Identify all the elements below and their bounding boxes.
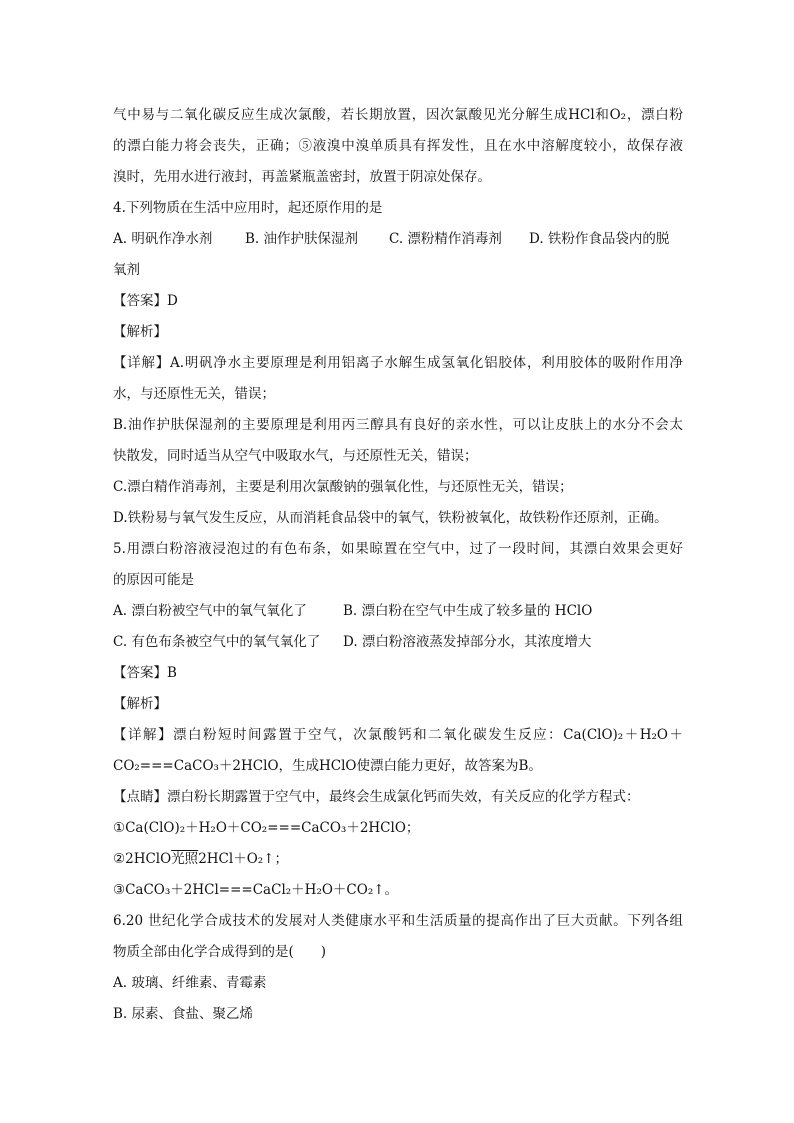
q5-option-a: A. 漂白粉被空气中的氧气氧化了	[113, 603, 307, 619]
q5-option-d: D. 漂白粉溶液蒸发掉部分水，其浓度增大	[343, 634, 592, 650]
q6-option-a: A. 玻璃、纤维素、青霉素	[113, 975, 267, 991]
q5-options-row-1	[113, 596, 683, 627]
q5-answer: 【答案】B	[113, 665, 177, 681]
q4-option-b: B. 油作护肤保湿剂	[245, 231, 359, 247]
q5-options-row-2	[113, 627, 683, 658]
q5-equation-2-left: ②2HClO	[113, 851, 172, 867]
q4-option-d-cont: 氧剂	[113, 262, 140, 278]
q4-answer: 【答案】D	[113, 293, 178, 309]
q5-equation-2-right: 2HCl＋O₂↑；	[198, 851, 288, 867]
q5-detail-1: 【详解】漂白粉短时间露置于空气，次氯酸钙和二氧化碳发生反应：Ca(ClO)₂＋H₂O＋	[113, 727, 683, 743]
q4-analysis-label: 【解析】	[113, 324, 167, 340]
intro-line-2: 的漂白能力将会丧失，正确；⑤液溴中溴单质具有挥发性，且在水中溶解度较小，故保存液	[113, 138, 683, 154]
q4-detail-d: D.铁粉易与氧气发生反应，从而消耗食品袋中的氧气，铁粉被氧化，故铁粉作还原剂，正确。	[113, 510, 668, 526]
q5-stem-1: 5.用漂白粉溶液浸泡过的有色布条，如果晾置在空气中，过了一段时间，其漂白效果会更好	[113, 541, 683, 557]
q4-option-c: C. 漂粉精作消毒剂	[389, 231, 502, 247]
q4-detail-b-2: 快散发，同时适当从空气中吸取水气，与还原性无关，错误；	[113, 448, 478, 464]
q4-detail-c: C.漂白精作消毒剂，主要是利用次氯酸钠的强氧化性，与还原性无关，错误；	[113, 479, 573, 495]
q5-analysis-label: 【解析】	[113, 696, 167, 712]
intro-line-3: 溴时，先用水进行液封，再盖紧瓶盖密封，放置于阴凉处保存。	[113, 169, 491, 185]
q5-option-b: B. 漂白粉在空气中生成了较多量的 HClO	[343, 603, 593, 619]
q5-equation-2-condition: 光照	[171, 851, 199, 867]
q5-option-c: C. 有色布条被空气中的氧气氧化了	[113, 634, 321, 650]
q4-stem: 4.下列物质在生活中应用时，起还原作用的是	[113, 200, 383, 216]
q5-detail-2: CO₂===CaCO₃＋2HClO，生成HClO使漂白能力更好，故答案为B。	[113, 758, 542, 774]
q4-detail-a-1: 【详解】A.明矾净水主要原理是利用铝离子水解生成氢氧化铝胶体，利用胶体的吸附作用净	[113, 355, 683, 371]
document-body	[113, 100, 683, 1030]
q5-equation-1: ①Ca(ClO)₂＋H₂O＋CO₂===CaCO₃＋2HClO；	[113, 820, 420, 836]
q4-option-a: A. 明矾作净水剂	[113, 231, 213, 247]
q5-equation-3: ③CaCO₃＋2HCl===CaCl₂＋H₂O＋CO₂↑。	[113, 882, 399, 898]
q6-stem-2: 物质全部由化学合成得到的是( )	[113, 944, 327, 960]
q6-option-b: B. 尿素、食盐、聚乙烯	[113, 1006, 254, 1022]
q4-options	[113, 224, 683, 255]
q5-stem-2: 的原因可能是	[113, 572, 194, 588]
q6-stem-1: 6.20 世纪化学合成技术的发展对人类健康水平和生活质量的提高作出了巨大贡献。下列各组	[113, 913, 683, 929]
q4-option-d: D. 铁粉作食品袋内的脱	[529, 231, 670, 247]
q5-equation-2	[113, 844, 683, 875]
q4-detail-b-1: B.油作护肤保湿剂的主要原理是利用丙三醇具有良好的亲水性，可以让皮肤上的水分不会太	[113, 417, 683, 433]
q5-point: 【点睛】漂白粉长期露置于空气中，最终会生成氯化钙而失效，有关反应的化学方程式：	[113, 789, 640, 805]
q4-detail-a-2: 水，与还原性无关，错误；	[113, 386, 275, 402]
intro-line-1: 气中易与二氧化碳反应生成次氯酸，若长期放置，因次氯酸见光分解生成HCl和O₂，漂白粉	[113, 107, 683, 123]
